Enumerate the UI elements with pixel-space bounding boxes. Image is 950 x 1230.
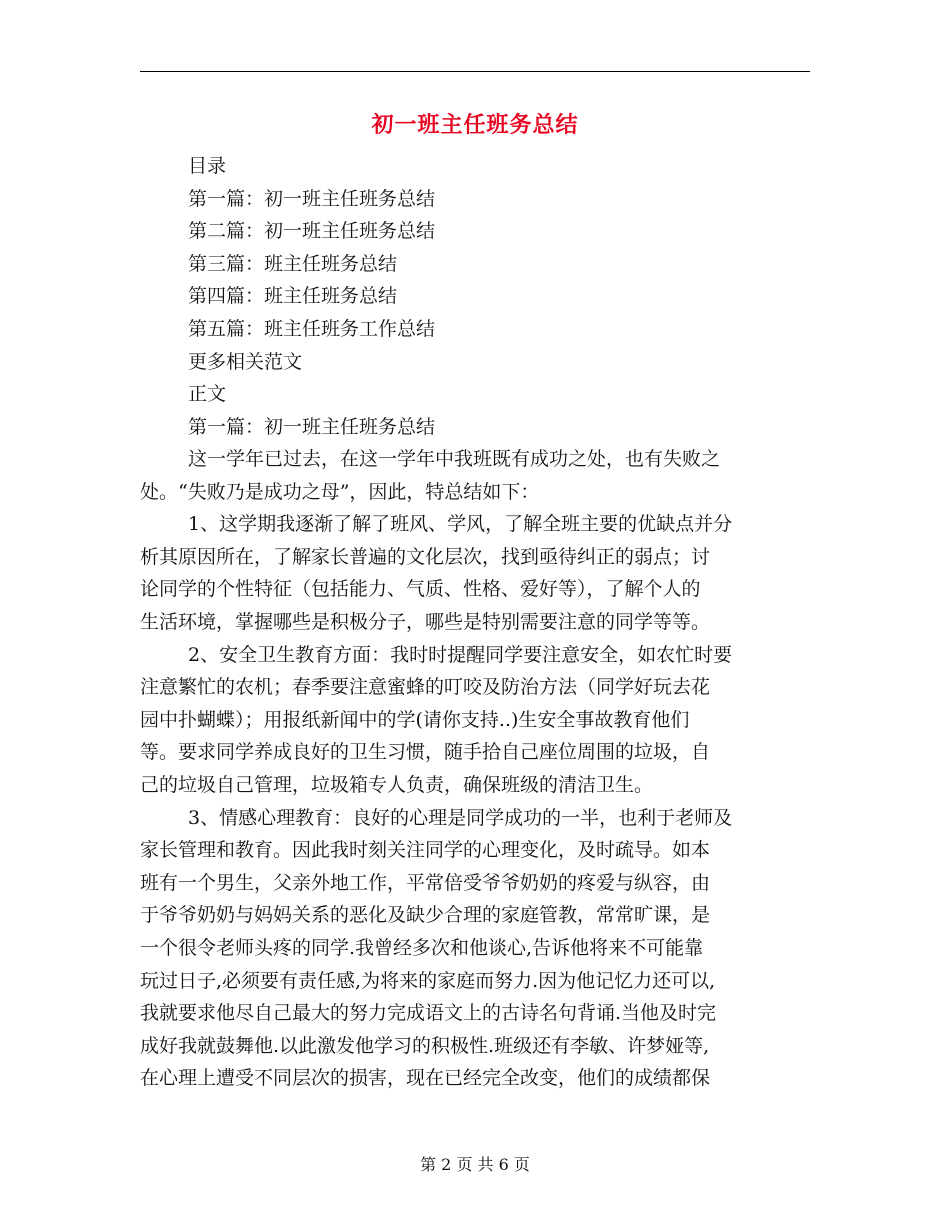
paragraph-line: 一个很令老师头疼的同学.我曾经多次和他谈心,告诉他将来不可能靠 — [140, 936, 704, 959]
paragraph-line: 处。“失败乃是成功之母”，因此，特总结如下： — [140, 480, 540, 503]
paragraph-line: 园中扑蝴蝶）；用报纸新闻中的学(请你支持..)生安全事故教育他们 — [140, 708, 690, 731]
paragraph-line: 玩过日子,必须要有责任感,为将来的家庭而努力.因为他记忆力还可以, — [140, 969, 716, 992]
toc-item: 第一篇：初一班主任班务总结 — [188, 187, 436, 210]
paragraph-line: 这一学年已过去，在这一学年中我班既有成功之处，也有失败之 — [188, 448, 721, 470]
paragraph-line: 3、情感心理教育：良好的心理是同学成功的一半，也利于老师及 — [188, 806, 733, 829]
paragraph-line: 析其原因所在，了解家长普遍的文化层次，找到亟待纠正的弱点；讨 — [140, 545, 711, 568]
paragraph-line: 1、这学期我逐渐了解了班风、学风，了解全班主要的优缺点并分 — [188, 513, 733, 536]
toc-item: 更多相关范文 — [188, 350, 303, 373]
page-footer: 第 2 页 共 6 页 — [420, 1155, 530, 1174]
toc-heading: 目录 — [188, 155, 227, 177]
paragraph-line: 生活环境，掌握哪些是积极分子，哪些是特别需要注意的同学等等。 — [140, 610, 711, 633]
paragraph-line: 等。要求同学养成良好的卫生习惯，随手拾自己座位周围的垃圾，自 — [140, 741, 711, 764]
paragraph-line: 家长管理和教育。因此我时刻关注同学的心理变化，及时疏导。如本 — [140, 839, 711, 862]
paragraph-line: 论同学的个性特征（包括能力、气质、性格、爱好等），了解个人的 — [140, 578, 701, 601]
toc-item: 第三篇：班主任班务总结 — [188, 252, 398, 275]
document-body — [140, 443, 808, 1095]
paragraph-line: 于爷爷奶奶与妈妈关系的恶化及缺少合理的家庭管教，常常旷课，是 — [140, 904, 711, 927]
paragraph-line: 己的垃圾自己管理，垃圾箱专人负责，确保班级的清洁卫生。 — [140, 773, 654, 796]
paragraph — [140, 508, 808, 638]
section-title: 第一篇：初一班主任班务总结 — [188, 415, 436, 438]
paragraph-line: 我就要求他尽自己最大的努力完成语文上的古诗名句背诵.当他及时完 — [140, 1002, 717, 1025]
header-rule — [140, 71, 810, 72]
paragraph — [140, 639, 808, 802]
toc-item: 第五篇：班主任班务工作总结 — [188, 317, 436, 340]
body-heading: 正文 — [188, 383, 227, 406]
table-of-contents — [188, 150, 808, 443]
paragraph — [140, 802, 808, 1095]
document-title: 初一班主任班务总结 — [371, 113, 579, 138]
paragraph-line: 在心理上遭受不同层次的损害，现在已经完全改变，他们的成绩都保 — [140, 1067, 711, 1090]
paragraph — [140, 443, 808, 508]
paragraph-line: 注意繁忙的农机；春季要注意蜜蜂的叮咬及防治方法（同学好玩去花 — [140, 676, 711, 699]
toc-item: 第二篇：初一班主任班务总结 — [188, 220, 436, 243]
paragraph-line: 成好我就鼓舞他.以此激发他学习的积极性.班级还有李敏、许梦娅等, — [140, 1034, 710, 1057]
paragraph-line: 班有一个男生，父亲外地工作，平常倍受爷爷奶奶的疼爱与纵容，由 — [140, 871, 711, 894]
toc-item: 第四篇：班主任班务总结 — [188, 285, 398, 308]
paragraph-line: 2、安全卫生教育方面：我时时提醒同学要注意安全，如农忙时要 — [188, 643, 733, 666]
